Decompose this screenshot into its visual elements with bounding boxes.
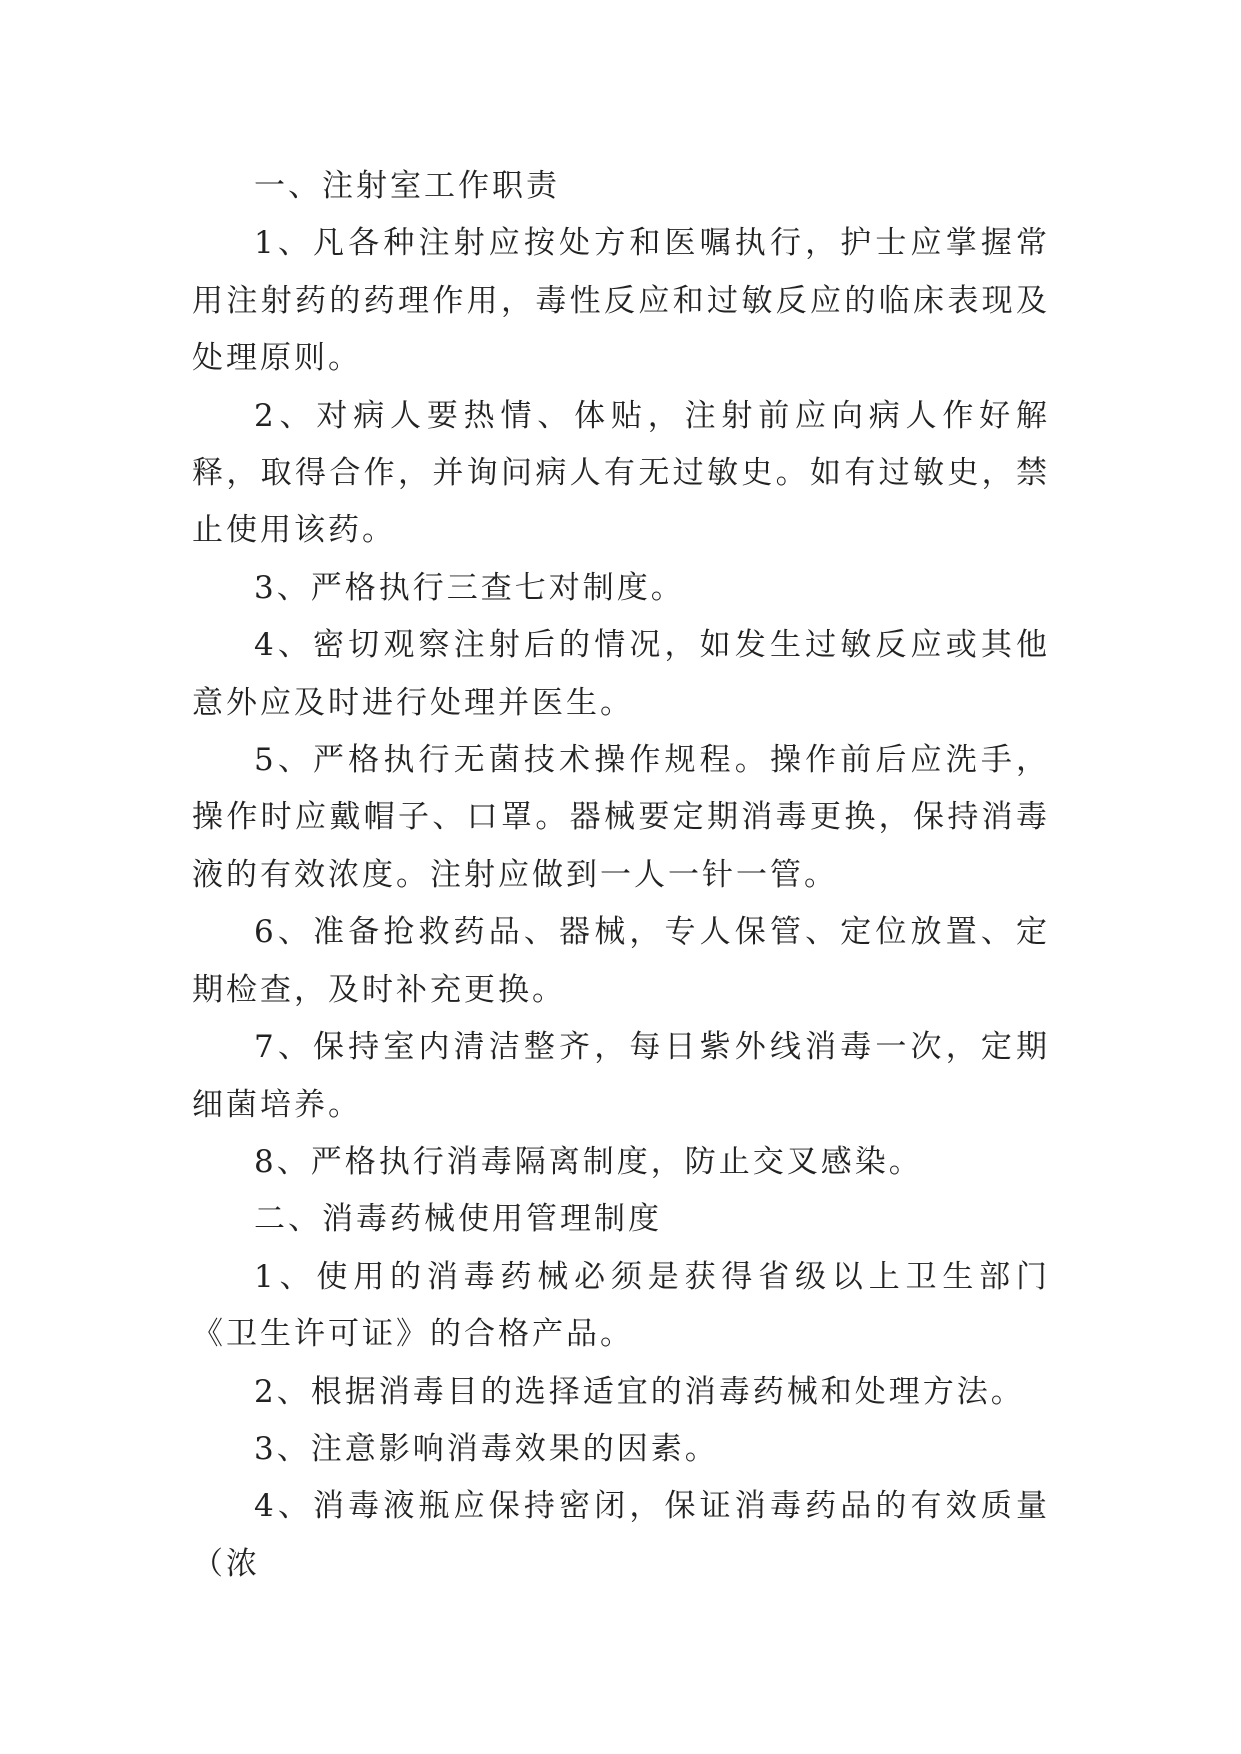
disinfection-rule-3: 3、注意影响消毒效果的因素。 bbox=[254, 1430, 719, 1467]
injection-rule-5: 5、严格执行无菌技术操作规程。操作前后应洗手，操作时应戴帽子、口罩。器械要定期消毒更换，保持消毒液的有效浓度。注射应做到一人一针一管。 bbox=[192, 742, 1050, 893]
injection-rule-2: 2、对病人要热情、体贴，注射前应向病人作好解释，取得合作，并询问病人有无过敏史。如有过敏史，禁止使用该药。 bbox=[192, 397, 1050, 549]
document-body bbox=[192, 158, 1050, 1593]
disinfection-rule-4: 4、消毒液瓶应保持密闭，保证消毒药品的有效质量（浓 bbox=[192, 1488, 1050, 1582]
injection-rule-1: 1、凡各种注射应按处方和医嘱执行，护士应掌握常用注射药的药理作用，毒性反应和过敏反应的临床表现及处理原则。 bbox=[192, 225, 1050, 377]
section-heading-disinfection: 二、消毒药械使用管理制度 bbox=[254, 1201, 662, 1238]
injection-rule-8: 8、严格执行消毒隔离制度，防止交叉感染。 bbox=[254, 1143, 923, 1180]
injection-rule-3: 3、严格执行三查七对制度。 bbox=[254, 569, 685, 606]
disinfection-rule-2: 2、根据消毒目的选择适宜的消毒药械和处理方法。 bbox=[254, 1373, 1025, 1410]
injection-rule-4: 4、密切观察注射后的情况，如发生过敏反应或其他意外应及时进行处理并医生。 bbox=[192, 627, 1050, 721]
injection-rule-7: 7、保持室内清洁整齐，每日紫外线消毒一次，定期细菌培养。 bbox=[192, 1029, 1050, 1123]
disinfection-rule-1: 1、使用的消毒药械必须是获得省级以上卫生部门《卫生许可证》的合格产品。 bbox=[192, 1258, 1050, 1353]
injection-rule-6: 6、准备抢救药品、器械，专人保管、定位放置、定期检查，及时补充更换。 bbox=[192, 914, 1050, 1008]
section-heading-injection-room: 一、注射室工作职责 bbox=[254, 168, 560, 204]
